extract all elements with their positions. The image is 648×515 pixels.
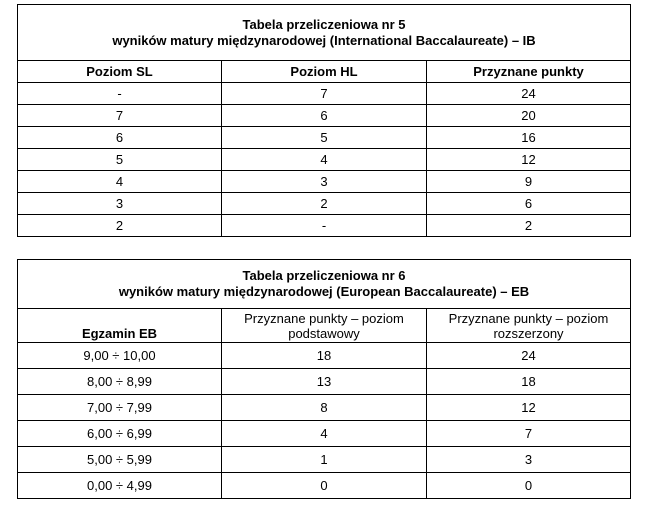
conversion-table-6 xyxy=(17,259,631,499)
column-header-eb-exam: Egzamin EB xyxy=(18,309,222,343)
column-header-hl: Poziom HL xyxy=(222,61,427,83)
table-cell: 2 xyxy=(427,215,631,237)
table-cell: 16 xyxy=(427,127,631,149)
table-cell: 12 xyxy=(427,149,631,171)
table-cell: 5,00 ÷ 5,99 xyxy=(18,447,222,473)
table-cell: 0,00 ÷ 4,99 xyxy=(18,473,222,499)
table-cell: 3 xyxy=(427,447,631,473)
table-cell: 6 xyxy=(222,105,427,127)
table-title-line-2: wyników matury międzynarodowej (International Baccalaureate) – IB xyxy=(112,32,536,48)
table-cell: 24 xyxy=(427,83,631,105)
table-title-line-1: Tabela przeliczeniowa nr 6 xyxy=(242,268,406,283)
table-cell: 3 xyxy=(18,193,222,215)
table-cell: 2 xyxy=(222,193,427,215)
table-cell: 7 xyxy=(222,83,427,105)
table-row xyxy=(18,343,631,369)
table-cell: 8,00 ÷ 8,99 xyxy=(18,369,222,395)
table-row xyxy=(18,83,631,105)
table-cell: 13 xyxy=(222,369,427,395)
table-cell: 1 xyxy=(222,447,427,473)
table-header-row xyxy=(18,309,631,343)
table-cell: 8 xyxy=(222,395,427,421)
table-title-row xyxy=(18,260,631,309)
table-header-row xyxy=(18,61,631,83)
table-cell: 4 xyxy=(222,421,427,447)
table-cell: 7 xyxy=(427,421,631,447)
table-cell: 20 xyxy=(427,105,631,127)
table-cell: 12 xyxy=(427,395,631,421)
table-cell: - xyxy=(222,215,427,237)
table-cell: 4 xyxy=(18,171,222,193)
table-row xyxy=(18,193,631,215)
table-cell: 18 xyxy=(427,369,631,395)
table-row xyxy=(18,171,631,193)
table-row xyxy=(18,473,631,499)
table-row xyxy=(18,421,631,447)
table-cell: 6 xyxy=(18,127,222,149)
table-title-line-2: wyników matury międzynarodowej (European Baccalaureate) – EB xyxy=(118,284,530,299)
table-row xyxy=(18,447,631,473)
table-title-line-1: Tabela przeliczeniowa nr 5 xyxy=(242,16,406,32)
table-title xyxy=(18,5,631,61)
table-cell: 2 xyxy=(18,215,222,237)
conversion-table-5 xyxy=(17,4,631,237)
table-cell: 9,00 ÷ 10,00 xyxy=(18,343,222,369)
table-cell: 3 xyxy=(222,171,427,193)
column-header-points: Przyznane punkty xyxy=(427,61,631,83)
table-cell: 7 xyxy=(18,105,222,127)
column-header-basic-points: Przyznane punkty – poziom podstawowy xyxy=(222,309,427,343)
table-cell: 9 xyxy=(427,171,631,193)
table-cell: 7,00 ÷ 7,99 xyxy=(18,395,222,421)
table-cell: 5 xyxy=(18,149,222,171)
table-cell: 6,00 ÷ 6,99 xyxy=(18,421,222,447)
table-cell: 4 xyxy=(222,149,427,171)
table-cell: 0 xyxy=(222,473,427,499)
table-row xyxy=(18,369,631,395)
column-header-sl: Poziom SL xyxy=(18,61,222,83)
table-row xyxy=(18,105,631,127)
table-cell: 5 xyxy=(222,127,427,149)
table-cell: 24 xyxy=(427,343,631,369)
table-row xyxy=(18,149,631,171)
table-cell: 0 xyxy=(427,473,631,499)
table-row xyxy=(18,127,631,149)
table-row xyxy=(18,215,631,237)
table-cell: - xyxy=(18,83,222,105)
table-row xyxy=(18,395,631,421)
table-title-row xyxy=(18,5,631,61)
table-title xyxy=(18,260,631,309)
table-cell: 6 xyxy=(427,193,631,215)
table-cell: 18 xyxy=(222,343,427,369)
column-header-extended-points: Przyznane punkty – poziom rozszerzony xyxy=(427,309,631,343)
